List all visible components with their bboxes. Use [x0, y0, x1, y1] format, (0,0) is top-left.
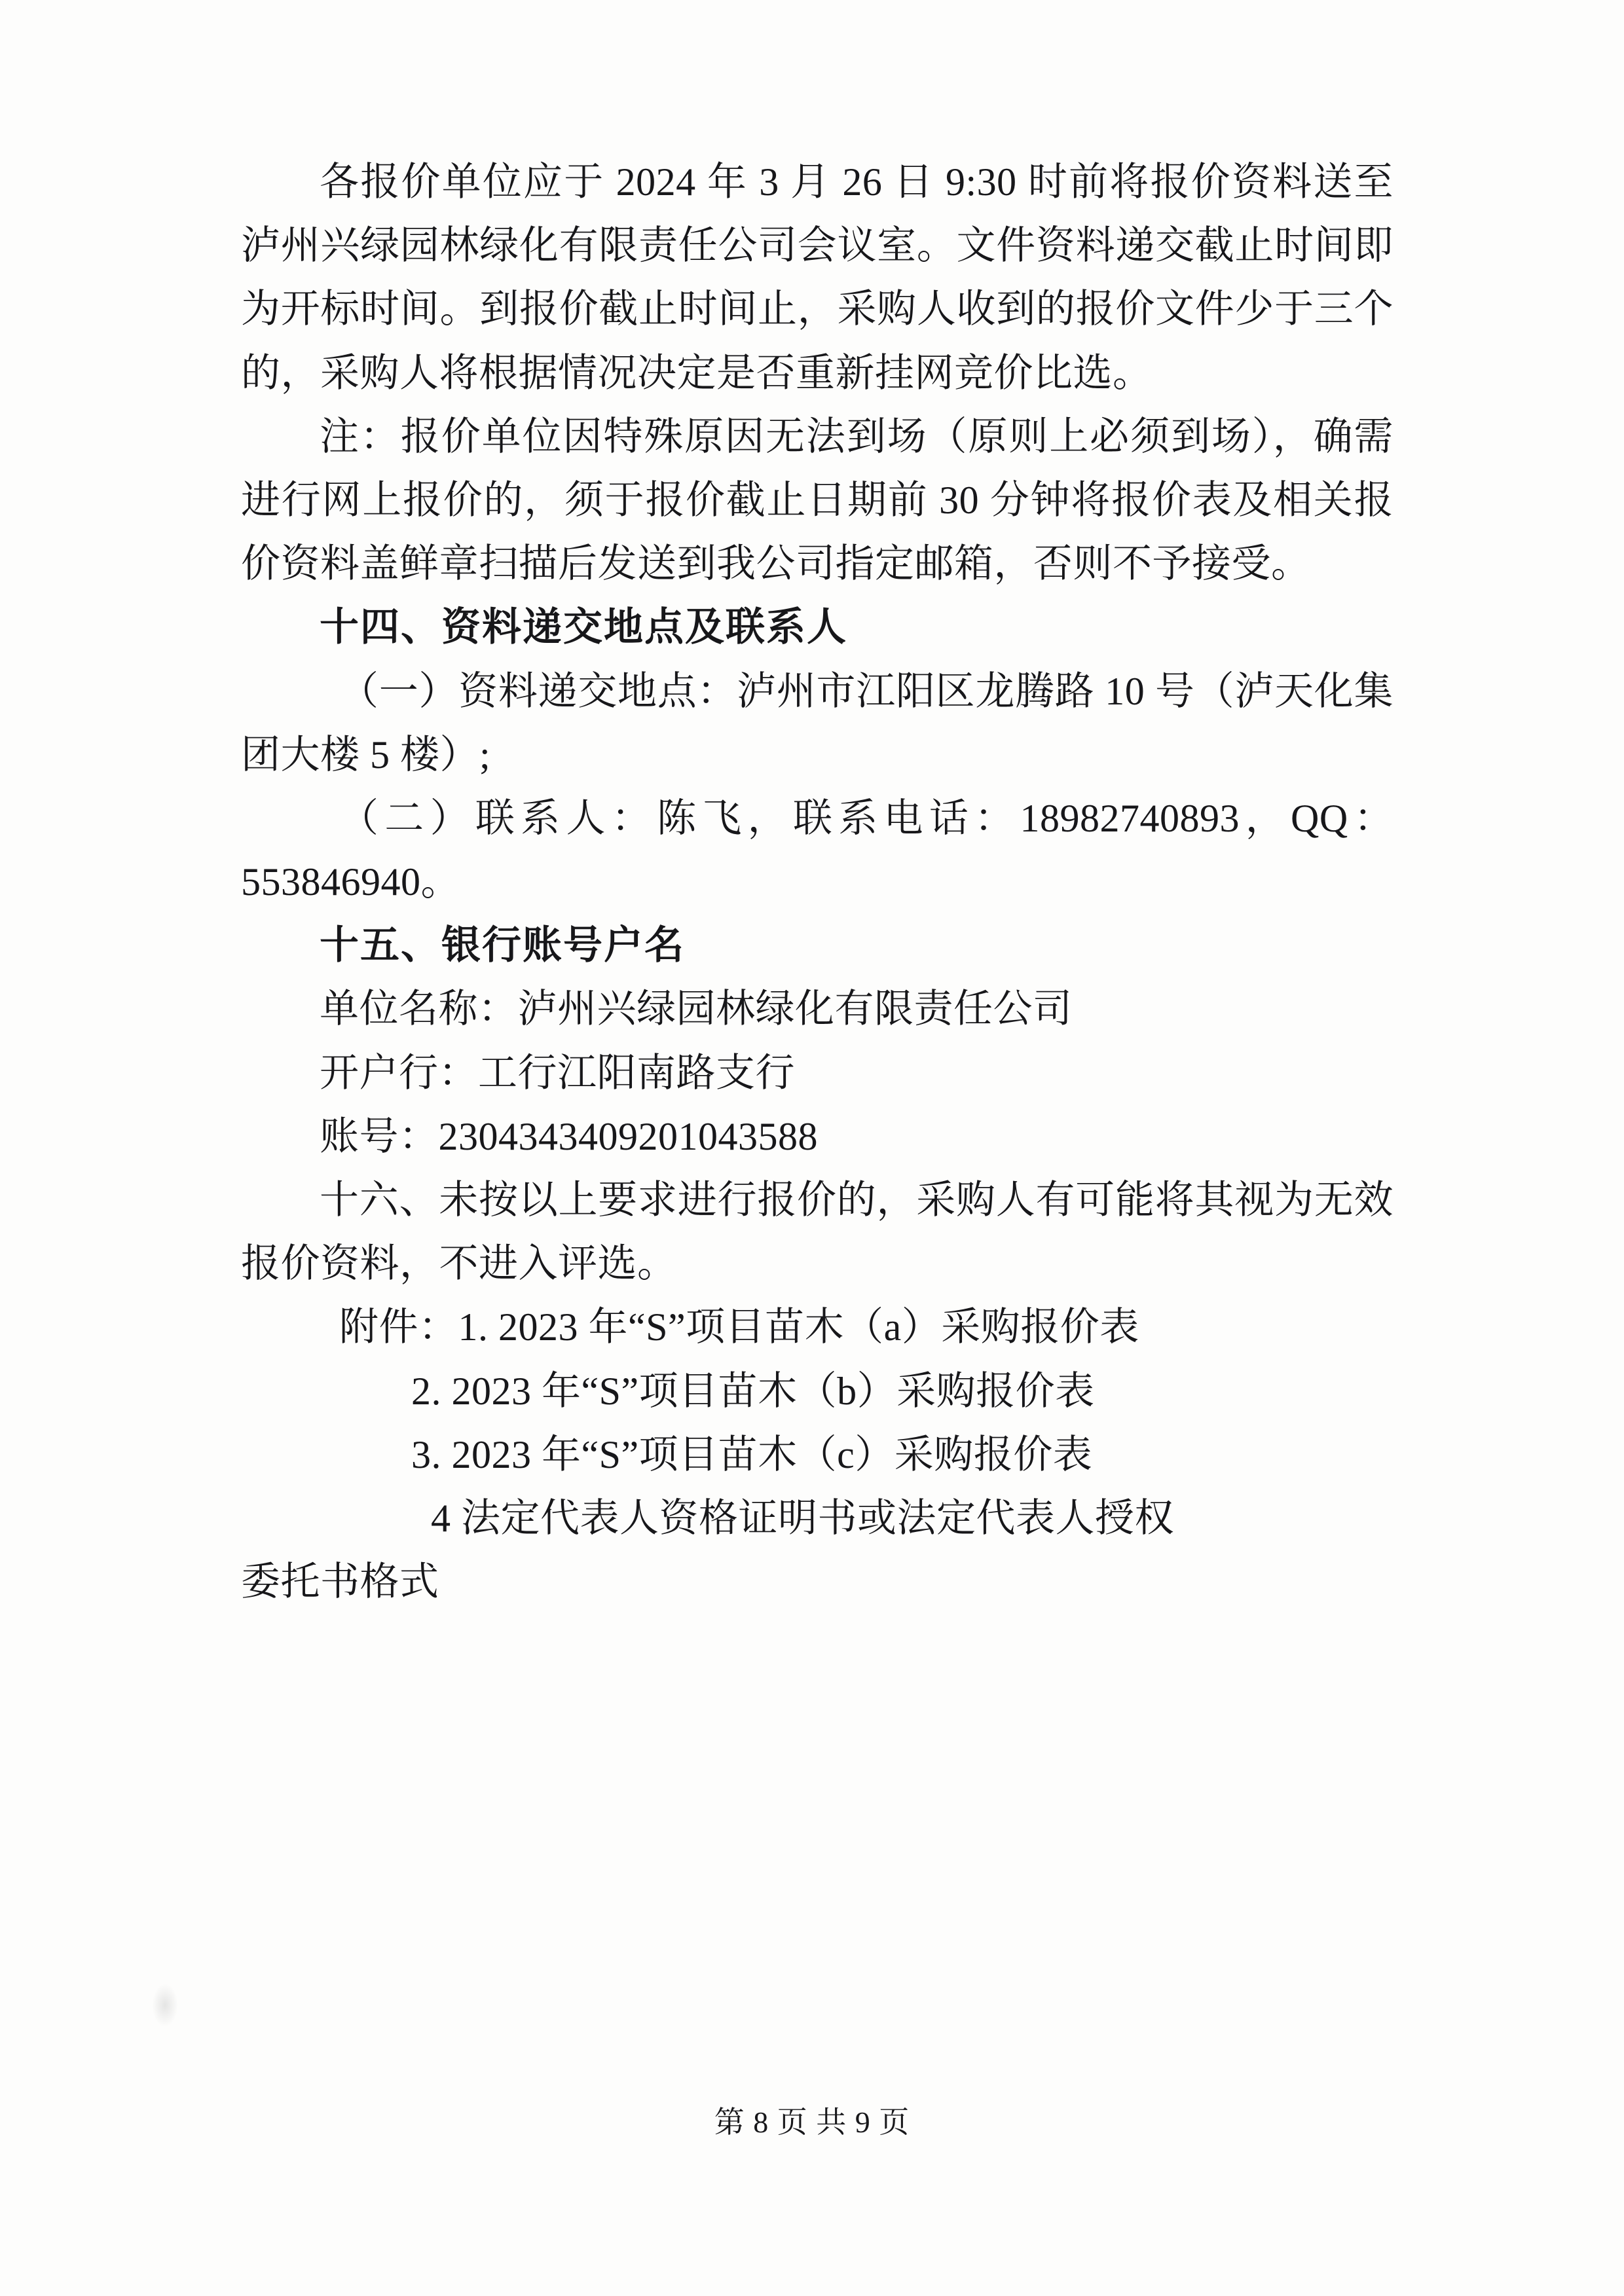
- paragraph-attachment-2: 2. 2023 年“S”项目苗木（b）采购报价表: [411, 1369, 1095, 1413]
- paragraph-account-number: 账号：2304343409201043588: [320, 1114, 818, 1158]
- page-footer: 第 8 页 共 9 页: [714, 2105, 910, 2139]
- paragraph-contact-person: （二）联系人：陈飞，联系电话：18982740893，QQ：553846940。: [241, 796, 1393, 904]
- paragraph-bank-branch: 开户行：工行江阳南路支行: [320, 1051, 795, 1095]
- paragraph-attachment-4: 4 法定代表人资格证明书或法定代表人授权: [431, 1496, 1174, 1540]
- paragraph-submission-location: （一）资料递交地点：泸州市江阳区龙腾路 10 号（泸天化集团大楼 5 楼）;: [241, 669, 1393, 776]
- paragraph-company-name: 单位名称：泸州兴绿园林绿化有限责任公司: [320, 987, 1073, 1031]
- section-heading-15: 十五、银行账号户名: [320, 924, 685, 968]
- document-body: [241, 151, 1393, 1614]
- section-heading-14: 十四、资料递交地点及联系人: [320, 606, 847, 649]
- paragraph-section-16: 十六、未按以上要求进行报价的，采购人有可能将其视为无效报价资料，不进入评选。: [241, 1178, 1393, 1286]
- paragraph-attachment-3: 3. 2023 年“S”项目苗木（c）采购报价表: [411, 1432, 1093, 1476]
- paragraph-deadline: 各报价单位应于 2024 年 3 月 26 日 9:30 时前将报价资料送至泸州兴绿园林绿化有限责任公司会议室。文件资料递交截止时间即为开标时间。到报价截止时间止，采购人收到的报价文件少于三个的，采购人将根据情况决定是否重新挂网竞价比选。: [241, 160, 1393, 395]
- paragraph-note: 注：报价单位因特殊原因无法到场（原则上必须到场），确需进行网上报价的，须于报价截止日期前 30 分钟将报价表及相关报价资料盖鲜章扫描后发送到我公司指定邮箱，否则不予接受。: [241, 414, 1393, 586]
- paragraph-attachment-4-cont: 委托书格式: [241, 1560, 439, 1604]
- page-smudge-mark: [152, 1984, 178, 2027]
- paragraph-attachment-1: 附件：1. 2023 年“S”项目苗木（a）采购报价表: [339, 1305, 1139, 1349]
